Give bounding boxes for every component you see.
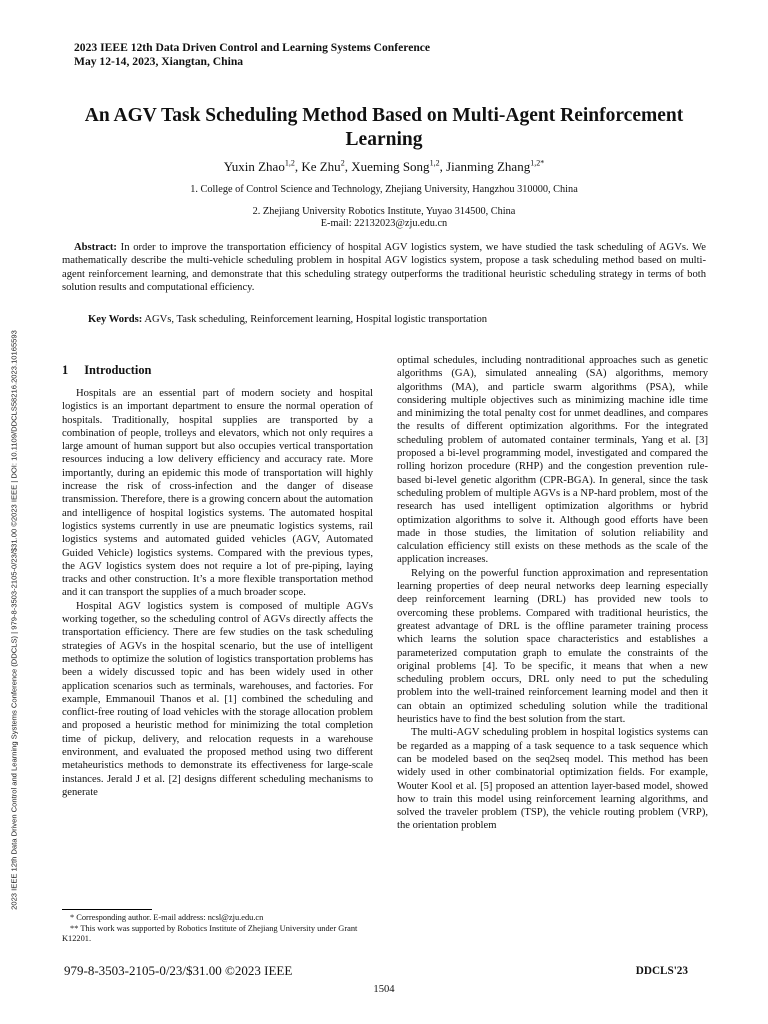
right-column [397, 354, 708, 833]
affiliation-2: 2. Zhejiang University Robotics Institute, Yuyao 314500, China [252, 206, 516, 217]
paragraph: Hospitals are an essential part of modern society and hospital logistics is an important department to ensure the normal operation of hospitals. Traditionally, hospital supplies are transported by a combination of people, trolleys and elevators, which not only requires a large amount of human support but also occupies vertical transportation resources inducing a low delivery efficiency and accuracy rate. More importantly, during an epidemic this mode of transportation will highly increase the risk of cross-infection and the danger of disease transmission. Therefore, there is a growing concern about the automation and intelligence of hospital logistics systems. The automated hospital logistics systems currently in use are pneumatic logistics systems, rail logistics systems and automated guided vehicles (AGV, Automated Guided Vehicle) logistics systems. Compared with the previous types, the AGV logistics system does not require a lot of pre-piping, laying tracks and other construction. It’s a more flexible transportation method and it can transport the supplies of a much broader scope. [62, 388, 373, 599]
author-email: E-mail: 22132023@zju.edu.cn [320, 218, 448, 229]
conference-header [74, 41, 430, 69]
affiliation-1: 1. College of Control Science and Technology, Zhejiang University, Hangzhou 310000, China [190, 184, 578, 195]
footnote-rule [62, 909, 152, 910]
author-2: Ke Zhu [301, 159, 341, 174]
conference-date: May 12-14, 2023, Xiangtan, China [74, 55, 244, 68]
side-doi-strip [7, 288, 21, 952]
author-list: Yuxin Zhao$^{1,2}$, Ke Zhu$^2$, Xueming Song$^{1,2}$, Jianming Zhang$^{1,2*}$ [223, 158, 545, 174]
keywords-text: AGVs, Task scheduling, Reinforcement learning, Hospital logistic transportation [144, 314, 488, 325]
paragraph: The multi-AGV scheduling problem in hospital logistics systems can be regarded as a mapping of a task sequence to a task sequence which can be modeled based on the seq2seq model. This method has been widely used in other combinatorial optimization fields. For example, Wouter Kool et al. [5] proposed an attention layer-based model, showed how to train this model using reinforcement learning algorithms, and solved the traveler problem (TSP), the vehicle routing problem (VRP), the orientation problem [397, 727, 708, 832]
paragraph: Hospital AGV logistics system is composed of multiple AGVs working together, so the scheduling control of AGVs directly affects the transportation efficiency. There are few studies on the task scheduling strategies of AGVs in the hospital scenario, but the use of intelligent methods to optimize the solution of logistics transportation problems has been a widely discussed topic and has been widely used in other application scenarios such as terminals, warehouses, and factories. For example, Emmanouil Thanos et al. [1] combined the scheduling and conflict-free routing of load vehicles with the storage allocation problem and proposed a heuristic method for minimizing the total completion time of pickup, delivery, and relocation requests in a warehouse environment, and evaluated the proposed method using two different metaheuristics methods to demonstrate its effectiveness for large-scale instances. Jerald J et al. [2] designs different scheduling mechanisms to generate [62, 600, 373, 798]
author-1-affil: 1,2 [284, 158, 295, 168]
section-title: Introduction [84, 363, 152, 377]
paragraph: optimal schedules, including nontraditional approaches such as genetic algorithms (GA), simulated annealing (SA) algorithms, memory algorithms (MA), and particle swarm algorithms (PSA), while considering multiple objectives such as minimizing machine idle time and minimizing the total penalty cost for unmet deadlines, and compares the results of different optimization algorithms. For the integrated scheduling problem of automated container terminals, Yang et al. [3] proposed a bi-level programming model, investigated and compared the rolling horizon procedure (RHP) and the congestion prevention rule-based bi-level genetic algorithm (CPR-BGA). In general, since the task scheduling problem of multiple AGVs is a NP-hard problem, most of the research has used intelligent optimization algorithms or hybrid optimization algorithms to solve it. Although good efforts have been made in those studies, the limitation of solution reliability and calculation efficiency still exists on these methods as the scale of the application increases. [397, 355, 708, 566]
author-3-affil: 1,2 [429, 158, 440, 168]
keywords-label: Key Words: [88, 314, 143, 325]
footer-conference-tag: DDCLS'23 [635, 965, 688, 977]
author-4: Jianming Zhang [446, 159, 531, 174]
author-3: Xueming Song [351, 159, 430, 174]
page-number: 1504 [373, 984, 395, 995]
author-1: Yuxin Zhao [223, 159, 285, 174]
paper-title [40, 104, 728, 152]
footer-isbn: 979-8-3503-2105-0/23/$31.00 ©2023 IEEE [64, 963, 293, 978]
section-number: 1 [62, 363, 69, 377]
title-line-2: Learning [345, 129, 423, 150]
abstract-label: Abstract: [74, 242, 117, 253]
footnote-1: * Corresponding author. E-mail address: ncsl@zju.edu.cn [70, 913, 264, 922]
title-line-1: An AGV Task Scheduling Method Based on Multi-Agent Reinforcement [84, 105, 684, 126]
conference-name: 2023 IEEE 12th Data Driven Control and Learning Systems Conference [74, 41, 431, 54]
footnote-2: ** This work was supported by Robotics Institute of Zhejiang University under Grant K12201. [62, 923, 358, 943]
paragraph: Relying on the powerful function approximation and representation learning properties of deep neural networks deep learning especially deep reinforcement learning (DRL) has provided new tools to overcoming these problems. Compared with traditional heuristics, the greatest advantage of DRL is the offline parameter training process which learns the solution space characteristics and establishes a parameterized computation graph to emulate the constraints of the original problems [4]. To be specific, it means that when a new scheduling problem occurs, DRL only need to put the scheduling problem into the well-trained reinforcement learning model and then it can obtain an optimized scheduling solution while the traditional heuristics have to find the best solution from the start. [397, 567, 708, 726]
side-doi-text: 2023 IEEE 12th Data Driven Control and Learning Systems Conference (DDCLS) | 979-8-3503-2105-0/23/$31.00 ©2023 IEEE | DOI: 10.1109/DDCLS58216.2023.10165593 [9, 330, 19, 910]
author-4-affil: 1,2* [530, 158, 545, 168]
keywords [88, 314, 487, 325]
section-heading [62, 363, 151, 378]
author-2-affil: 2 [340, 158, 345, 168]
abstract [62, 241, 706, 294]
footnotes [62, 913, 374, 945]
abstract-text: In order to improve the transportation efficiency of hospital AGV logistics system, we have studied the task scheduling of AGVs. We mathematically describe the multi-vehicle scheduling problem in hospital AGV logistics system, propose a task scheduling method based on multi-agent reinforcement learning, and demonstrate that this scheduling strategy outperforms the traditional heuristic scheduling strategy in terms of both solution results and computational efficiency. [62, 242, 706, 293]
left-column [62, 387, 373, 799]
